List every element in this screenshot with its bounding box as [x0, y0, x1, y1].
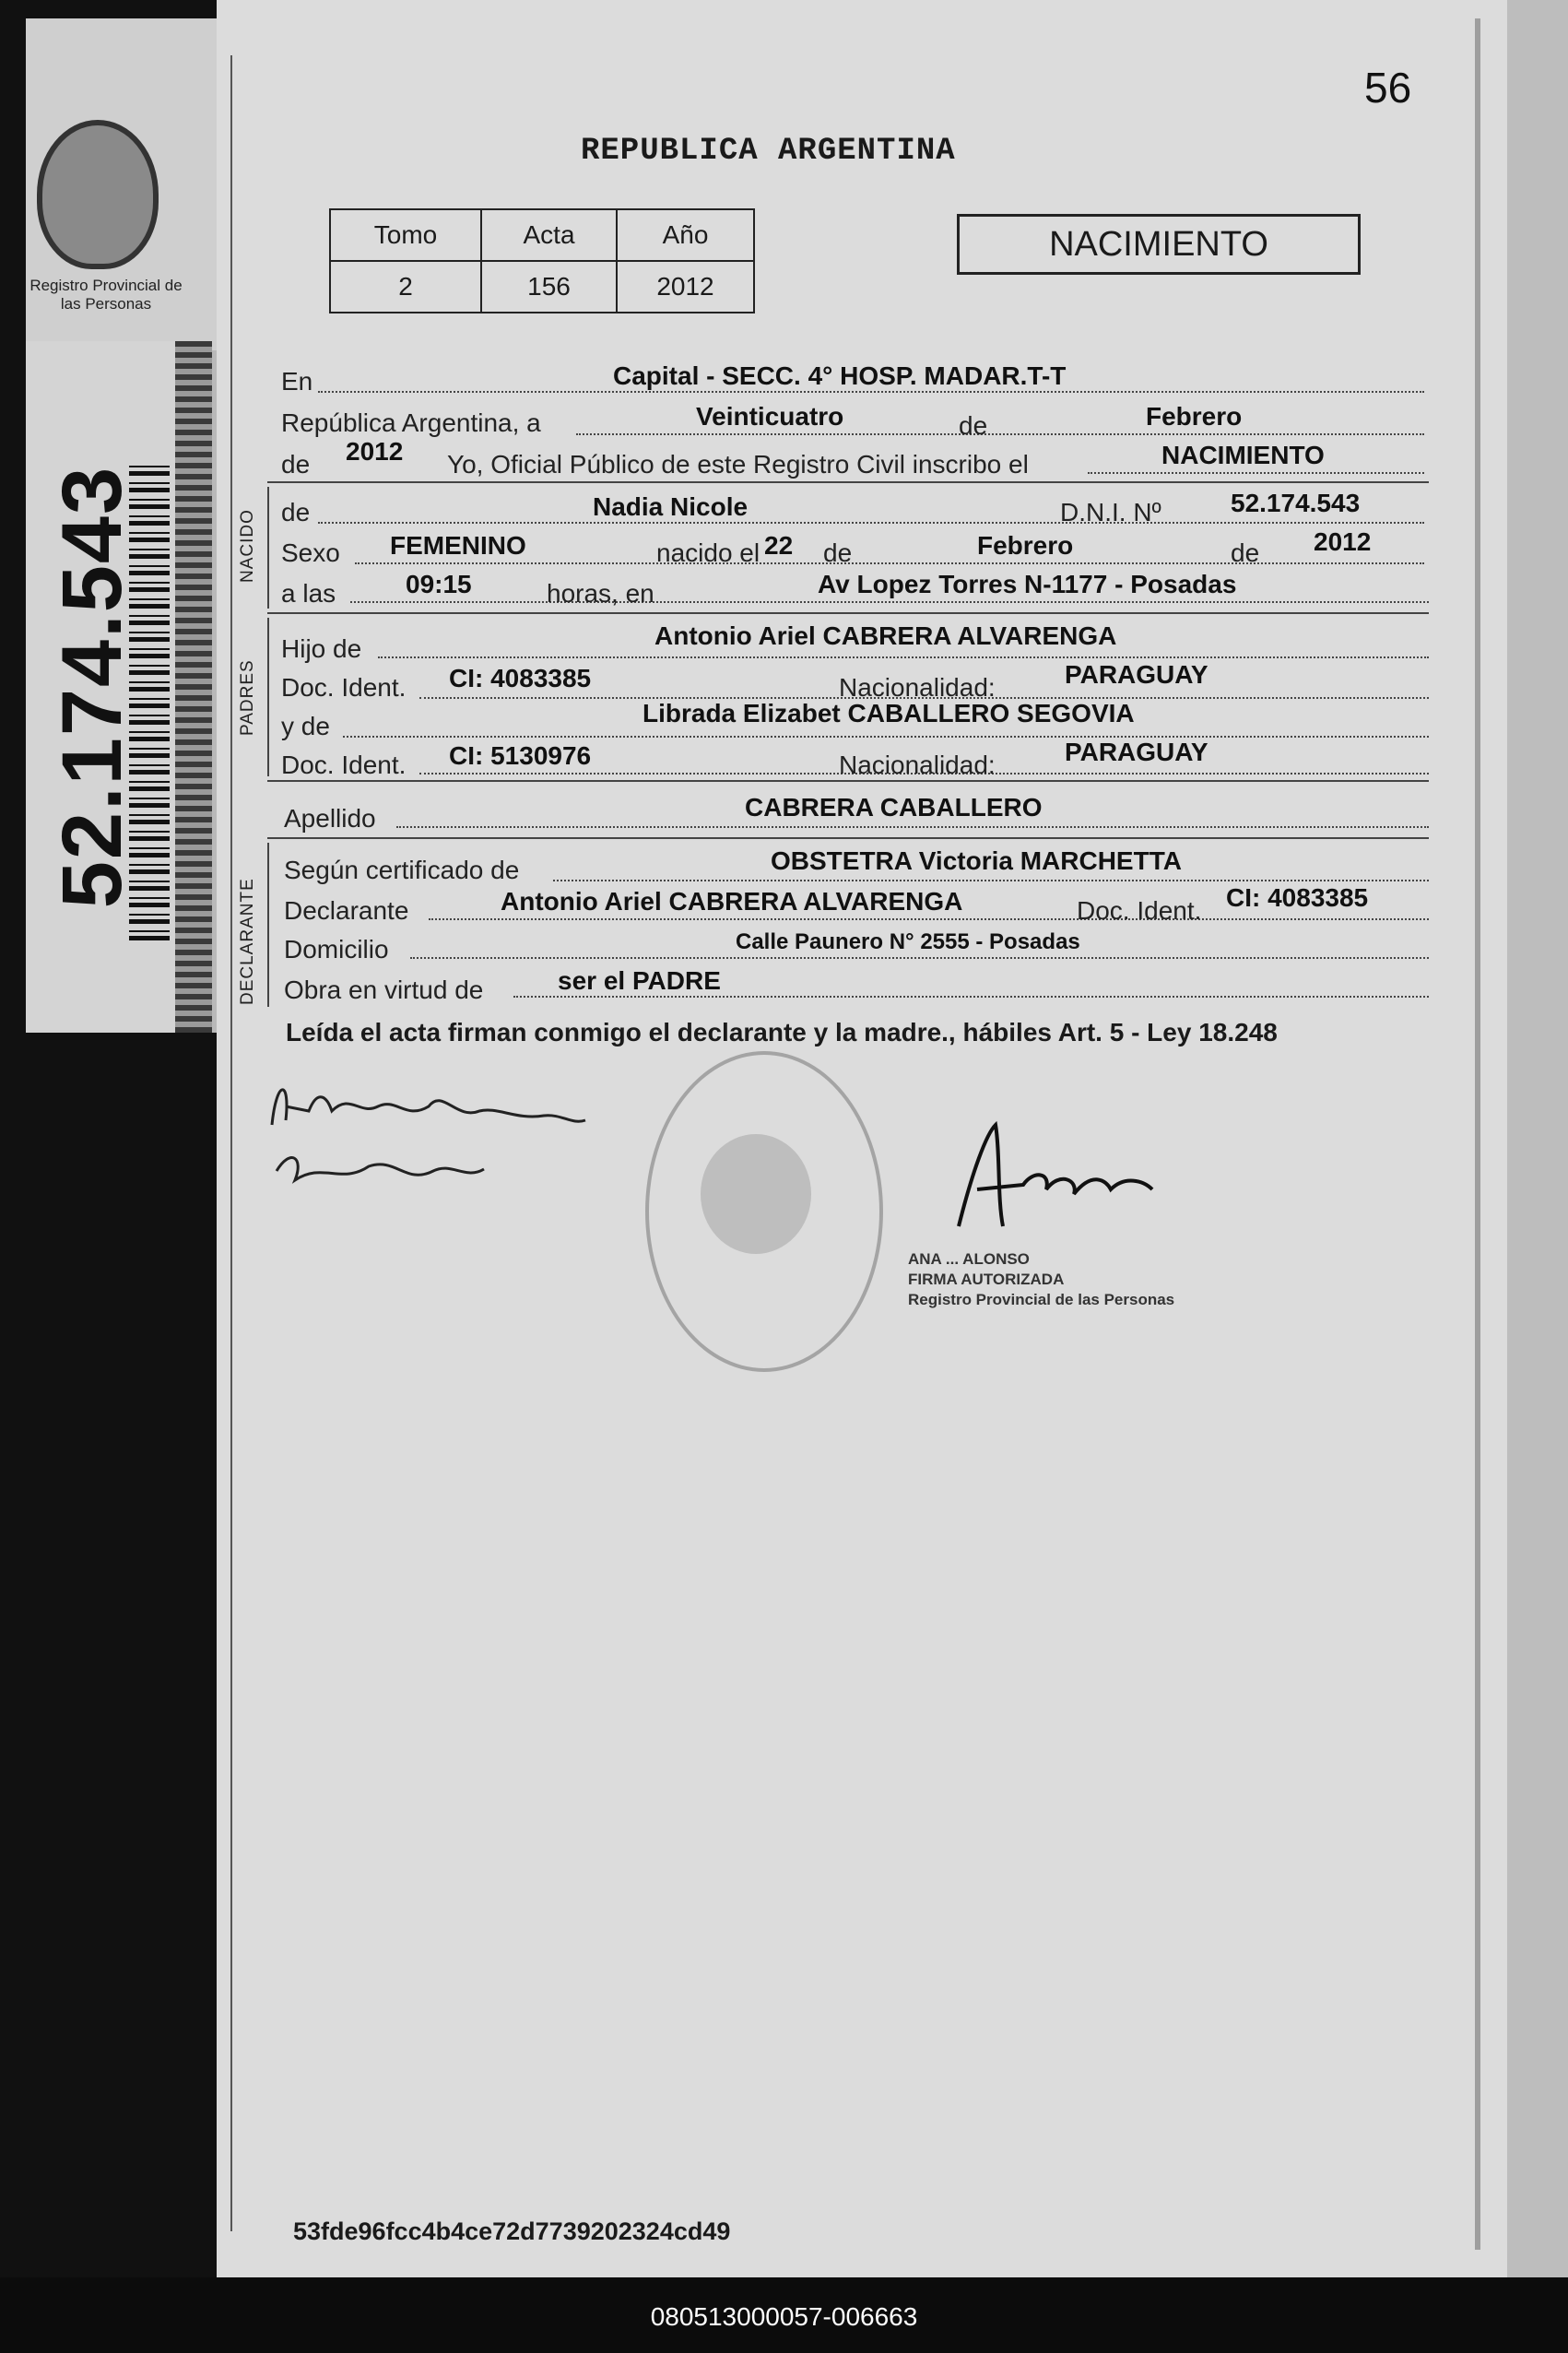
dotted-line [576, 433, 1424, 435]
surname-value: CABRERA CABALLERO [745, 793, 1043, 822]
section-label-nacido: NACIDO [238, 509, 257, 583]
footer-reference: 080513000057-006663 [650, 2302, 918, 2331]
child-name: Nadia Nicole [593, 492, 749, 521]
dotted-line [318, 522, 1424, 524]
value-ano: 2012 [617, 261, 754, 313]
de-label: de [1231, 538, 1260, 567]
cert-value: OBSTETRA Victoria MARCHETTA [771, 846, 1182, 875]
value-acta: 156 [481, 261, 617, 313]
apellido-label: Apellido [284, 804, 376, 833]
birth-day: 22 [764, 531, 794, 560]
section-bar [267, 843, 269, 1007]
book-edge [1507, 0, 1568, 2353]
dotted-line [410, 957, 1429, 959]
section-label-padres: PADRES [238, 659, 257, 736]
cert-label: Según certificado de [284, 856, 520, 884]
dotted-line [318, 391, 1424, 393]
section-bar [267, 618, 269, 776]
mother-nationality: PARAGUAY [1065, 738, 1208, 766]
domicilio-value: Calle Paunero N° 2555 - Posadas [736, 929, 1080, 954]
section-label-declarante: DECLARANTE [238, 878, 257, 1005]
country-title: REPUBLICA ARGENTINA [581, 134, 956, 169]
obra-value: ser el PADRE [558, 966, 721, 995]
dotted-line [355, 562, 1424, 564]
signature-declarante-icon [267, 1070, 599, 1199]
section-rule [267, 481, 1429, 483]
signature-officer-icon [922, 1116, 1198, 1254]
de-label: de [959, 411, 988, 440]
child-dni: 52.174.543 [1231, 489, 1361, 517]
act-word-value: NACIMIENTO [1161, 441, 1325, 469]
declarante-doc: CI: 4083385 [1226, 883, 1369, 912]
month-value: Febrero [1146, 402, 1243, 431]
header-tomo: Tomo [330, 209, 481, 261]
day-words-value: Veinticuatro [696, 402, 844, 431]
header-acta: Acta [481, 209, 617, 261]
act-type-box: NACIMIENTO [957, 214, 1361, 275]
de-label: de [823, 538, 853, 567]
dotted-line [553, 880, 1429, 881]
hijo-label: Hijo de [281, 634, 362, 663]
father-nat-label: Nacionalidad: [839, 673, 996, 702]
birth-time: 09:15 [406, 570, 472, 598]
mother-nat-label: Nacionalidad: [839, 751, 996, 779]
dni-vertical-number: 52.174.543 [45, 465, 139, 909]
father-name: Antonio Ariel CABRERA ALVARENGA [654, 621, 1117, 650]
sexo-value: FEMENINO [390, 531, 526, 560]
closing-text: Leída el acta firman conmigo el declarante y la madre., hábiles Art. 5 - Ley 18.248 [286, 1018, 1278, 1046]
dotted-line [429, 918, 1429, 920]
year-value: 2012 [346, 437, 404, 466]
province-seal-icon [37, 120, 159, 269]
birth-year: 2012 [1314, 527, 1372, 556]
republica-label: República Argentina, a [281, 408, 541, 437]
alas-label: a las [281, 579, 336, 608]
domicilio-label: Domicilio [284, 935, 389, 964]
registry-table [329, 208, 755, 313]
birth-month: Febrero [977, 531, 1074, 560]
section-rule [267, 780, 1429, 782]
officer-stamp-line1: ANA ... ALONSO [908, 1250, 1030, 1268]
obra-label: Obra en virtud de [284, 975, 484, 1004]
yde-label: y de [281, 712, 330, 740]
father-nationality: PARAGUAY [1065, 660, 1208, 689]
horas-label: horas, en [547, 579, 654, 608]
declarante-label: Declarante [284, 896, 409, 925]
registry-label: Registro Provincial de las Personas [29, 277, 183, 313]
place-value: Capital - SECC. 4° HOSP. MADAR.T-T [613, 361, 1067, 390]
officer-stamp-text [908, 1249, 1174, 1310]
declarante-name: Antonio Ariel CABRERA ALVARENGA [501, 887, 963, 916]
father-doc-label: Doc. Ident. [281, 673, 407, 702]
dotted-line [343, 736, 1429, 738]
margin-line [230, 55, 232, 2231]
officer-stamp-line3: Registro Provincial de las Personas [908, 1291, 1175, 1308]
dotted-line [513, 996, 1429, 998]
officer-stamp-line2: FIRMA AUTORIZADA [908, 1271, 1065, 1288]
officer-text: Yo, Oficial Público de este Registro Civil inscribo el [447, 450, 1029, 479]
de2-label: de [281, 450, 311, 479]
declarante-doc-label: Doc. Ident. [1077, 896, 1202, 925]
nacido-label: nacido el [656, 538, 760, 567]
section-rule [267, 612, 1429, 614]
birth-place: Av Lopez Torres N-1177 - Posadas [818, 570, 1237, 598]
dni-label: D.N.I. Nº [1060, 498, 1161, 526]
page-edge [1475, 18, 1480, 2250]
header-ano: Año [617, 209, 754, 261]
section-rule [267, 837, 1429, 839]
dotted-line [350, 601, 1429, 603]
mother-doc: CI: 5130976 [449, 741, 592, 770]
en-label: En [281, 367, 313, 396]
father-doc: CI: 4083385 [449, 664, 592, 692]
de-label: de [281, 498, 311, 526]
section-bar [267, 487, 269, 609]
dotted-line [378, 656, 1429, 658]
page-number: 56 [1364, 64, 1412, 112]
dotted-line [1088, 472, 1424, 474]
document-hash: 53fde96fcc4b4ce72d7739202324cd49 [293, 2217, 731, 2245]
security-pattern [175, 341, 212, 1033]
dotted-line [396, 826, 1429, 828]
mother-doc-label: Doc. Ident. [281, 751, 407, 779]
mother-name: Librada Elizabet CABALLERO SEGOVIA [643, 699, 1135, 727]
stamp-emblem-icon [701, 1134, 811, 1254]
sexo-label: Sexo [281, 538, 340, 567]
value-tomo: 2 [330, 261, 481, 313]
